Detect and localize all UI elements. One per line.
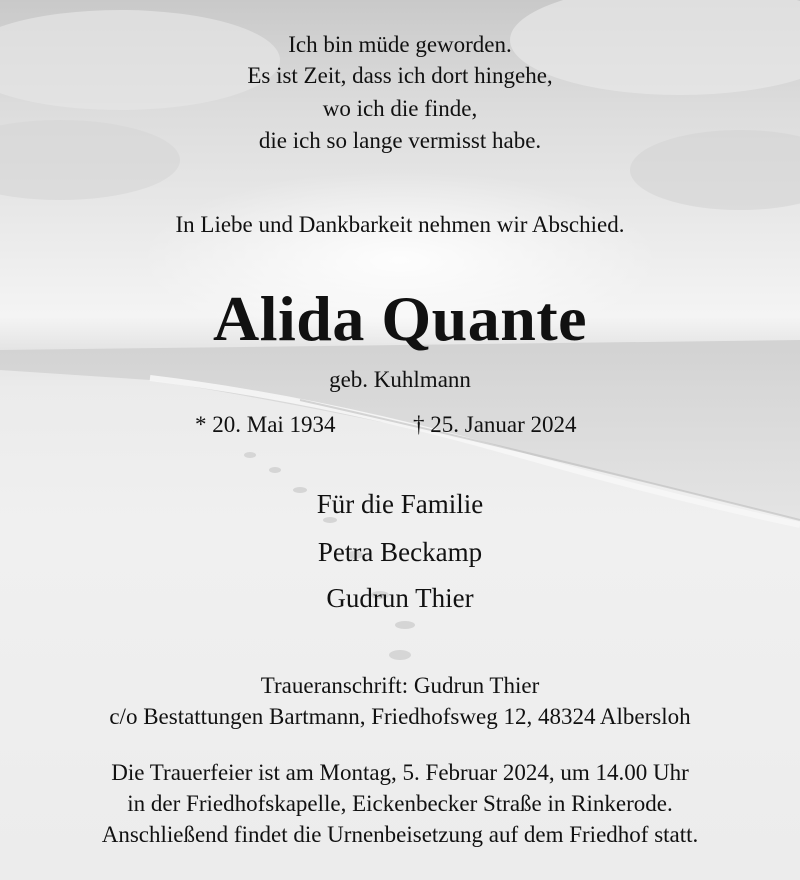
mourners-intro: Für die Familie [316, 489, 484, 519]
address-line: Traueranschrift: Gudrun Thier [260, 673, 540, 698]
deceased-name: Alida Quante [212, 283, 588, 354]
ceremony-line: in der Friedhofskapelle, Eickenbecker Straße in Rinkerode. [127, 791, 673, 816]
death-date: † 25. Januar 2024 [413, 412, 577, 437]
farewell-text: In Liebe und Dankbarkeit nehmen wir Abschied. [175, 212, 625, 237]
address-line: c/o Bestattungen Bartmann, Friedhofsweg 12, 48324 Albersloh [109, 704, 691, 729]
maiden-name: geb. Kuhlmann [329, 367, 471, 392]
poem-line: Ich bin müde geworden. [288, 32, 512, 57]
poem-line: Es ist Zeit, dass ich dort hingehe, [247, 63, 553, 88]
birth-date: * 20. Mai 1934 [195, 412, 336, 437]
mourner-name: Gudrun Thier [326, 583, 474, 613]
poem-line: wo ich die finde, [322, 96, 478, 121]
poem-line: die ich so lange vermisst habe. [258, 128, 542, 153]
ceremony-line: Anschließend findet die Urnenbeisetzung auf dem Friedhof statt. [101, 822, 699, 847]
mourner-name: Petra Beckamp [317, 537, 483, 567]
ceremony-line: Die Trauerfeier ist am Montag, 5. Februar 2024, um 14.00 Uhr [111, 760, 689, 785]
